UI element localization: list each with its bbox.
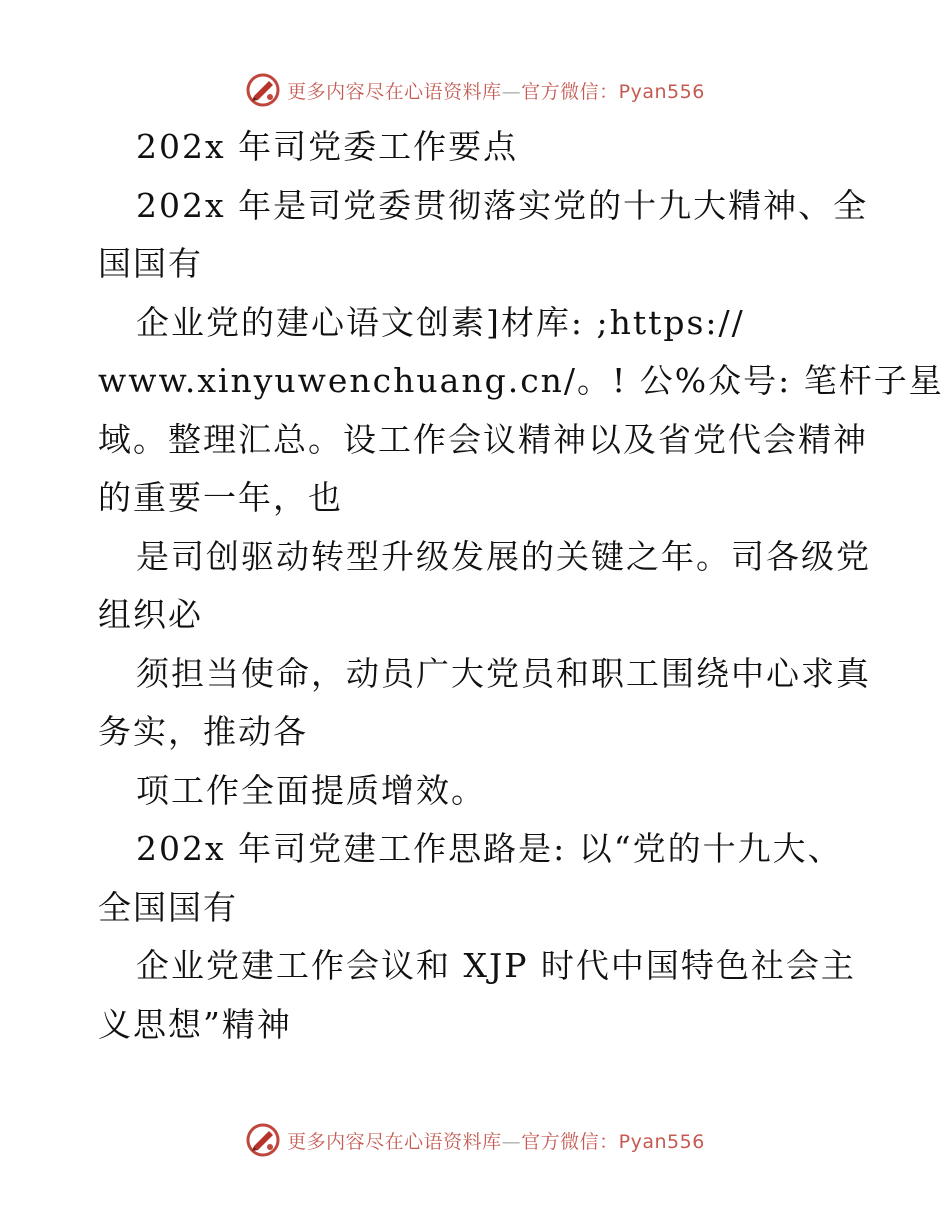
pen-logo-icon: [245, 1122, 281, 1158]
paragraph-line: 务实，推动各: [98, 712, 308, 751]
paragraph-line: 域。整理汇总。设工作会议精神以及省党代会精神: [98, 419, 868, 459]
paragraph-line: 国国有: [98, 244, 203, 283]
document-body: [98, 118, 944, 1054]
paragraph-line: 全国国有: [98, 887, 238, 927]
header-watermark: [0, 70, 950, 110]
paragraph-line: 企业党建工作会议和 XJP 时代中国特色社会主: [136, 946, 856, 985]
doc-title: 202x 年司党委工作要点: [136, 127, 519, 166]
paragraph-line: 202x 年是司党委贯彻落实党的十九大精神、全: [136, 185, 869, 225]
paragraph-line: 项工作全面提质增效。: [136, 770, 486, 810]
paragraph-line: 组织必: [98, 595, 203, 634]
pen-logo-icon: [245, 72, 281, 108]
footer-watermark: [0, 1120, 950, 1160]
paragraph-line: 企业党的建心语文创素]材库: ;https://: [136, 302, 745, 342]
paragraph-line: www.xinyuwenchuang.cn/。! 公%众号: 笔杆子星: [98, 361, 944, 400]
paragraph-line: 是司创驱动转型升级发展的关键之年。司各级党: [136, 536, 871, 576]
watermark-text: 更多内容尽在心语资料库—官方微信：Pyan556: [287, 1130, 705, 1153]
watermark-text: 更多内容尽在心语资料库—官方微信：Pyan556: [287, 80, 705, 103]
paragraph-line: 义思想”精神: [98, 1004, 292, 1044]
paragraph-line: 须担当使命，动员广大党员和职工围绕中心求真: [136, 653, 871, 693]
paragraph-line: 202x 年司党建工作思路是: 以“党的十九大、: [136, 829, 843, 868]
paragraph-line: 的重要一年，也: [98, 478, 343, 517]
